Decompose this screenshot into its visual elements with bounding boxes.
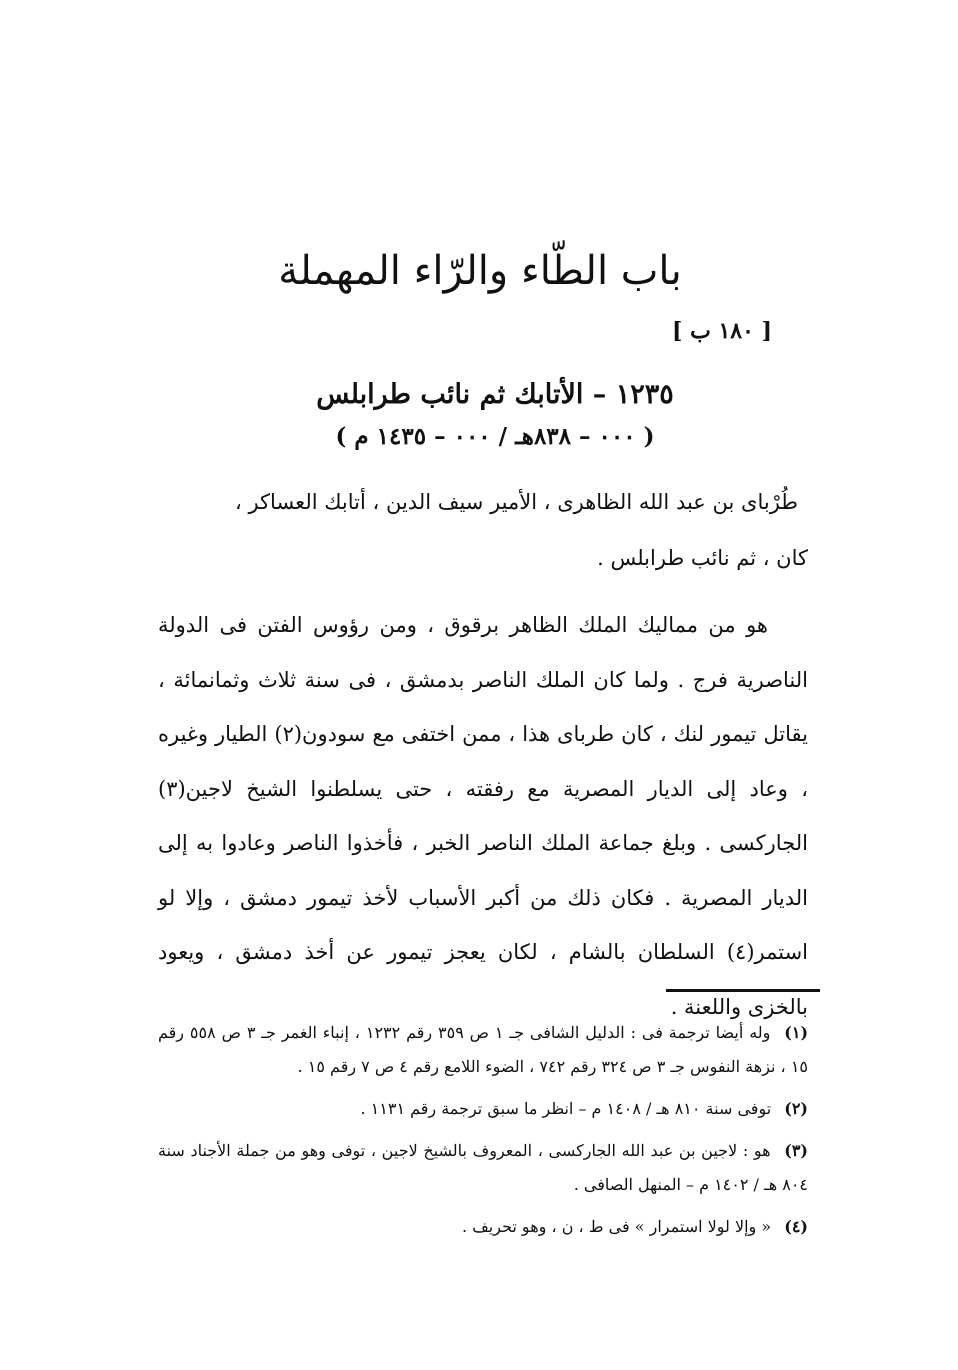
footnote-text: توفى سنة ٨١٠ هـ / ١٤٠٨ م – انظر ما سبق ترجمة رقم ١١٣١ . xyxy=(360,1099,772,1118)
footnote-4 xyxy=(158,1210,808,1244)
footnote-text: وله أيضا ترجمة فى : الدليل الشافى جـ ١ ص ٣٥٩ رقم ١٢٣٢ ، إنباء الغمر جـ ٣ ص ٥٥٨ رقم ١٥ ، نزهة النفوس جـ ٣ ص ٣٢٤ رقم ٧٤٢ ، الضوء اللامع رقم ٤ ص ٧ رقم ١٥ . xyxy=(158,1023,808,1076)
footnotes xyxy=(158,1016,808,1252)
entry-intro xyxy=(158,474,808,586)
entry-office-line: كان ، ثم نائب طرابلس . xyxy=(597,546,808,570)
footnote-number: (٢) xyxy=(784,1099,808,1118)
footnote-1 xyxy=(158,1016,808,1084)
footnote-number: (٤) xyxy=(784,1217,808,1236)
footnote-3 xyxy=(158,1134,808,1202)
footnote-separator xyxy=(666,989,820,992)
entry-name-line: طُرْباى بن عبد الله الظاهرى ، الأمير سيف الدين ، أتابك العساكر ، xyxy=(235,490,798,514)
entry-body-paragraph: هو من مماليك الملك الظاهر برقوق ، ومن رؤوس الفتن فى الدولة الناصرية فرج . ولما كان الملك الناصر بدمشق ، فى سنة ثلاث وثمانمائة ، يقاتل تيمور لنك ، كان طرباى هذا ، ممن اختفى مع سودون(٢) الطيار وغيره ، وعاد إلى الديار المصرية مع رفقته ، حتى يسلطنوا الشيخ لاجين(٣) الجاركسى . وبلغ جماعة الملك الناصر الخبر ، فأخذوا الناصر وعادوا به إلى الديار المصرية . فكان ذلك من أكبر الأسباب لأخذ تيمور دمشق ، وإلا لو استمر(٤) السلطان بالشام ، لكان يعجز تيمور عن أخذ دمشق ، ويعود بالخزى واللعنة . xyxy=(158,613,808,1019)
footnote-text: هو : لاجين بن عبد الله الجاركسى ، المعروف بالشيخ لاجين ، توفى وهو من جملة الأجناد سنة ٨٠٤ هـ / ١٤٠٢ م – المنهل الصافى . xyxy=(158,1141,808,1194)
entry-dates: ( ٠٠٠ – ٨٣٨هـ / ٠٠٠ – ١٤٣٥ م ) xyxy=(335,423,655,450)
entry-body xyxy=(158,598,808,1034)
footnote-2 xyxy=(158,1092,808,1126)
footnote-text: « وإلا لولا استمرار » فى ط ، ن ، وهو تحريف . xyxy=(462,1217,772,1236)
footnote-number: (٣) xyxy=(784,1141,808,1160)
folio-marker: [ ١٨٠ ب ] xyxy=(672,318,772,344)
footnote-number: (١) xyxy=(784,1023,809,1042)
entry-heading: ١٢٣٥ – الأتابك ثم نائب طرابلس xyxy=(316,379,674,411)
chapter-title: باب الطّاء والرّاء المهملة xyxy=(278,247,682,294)
